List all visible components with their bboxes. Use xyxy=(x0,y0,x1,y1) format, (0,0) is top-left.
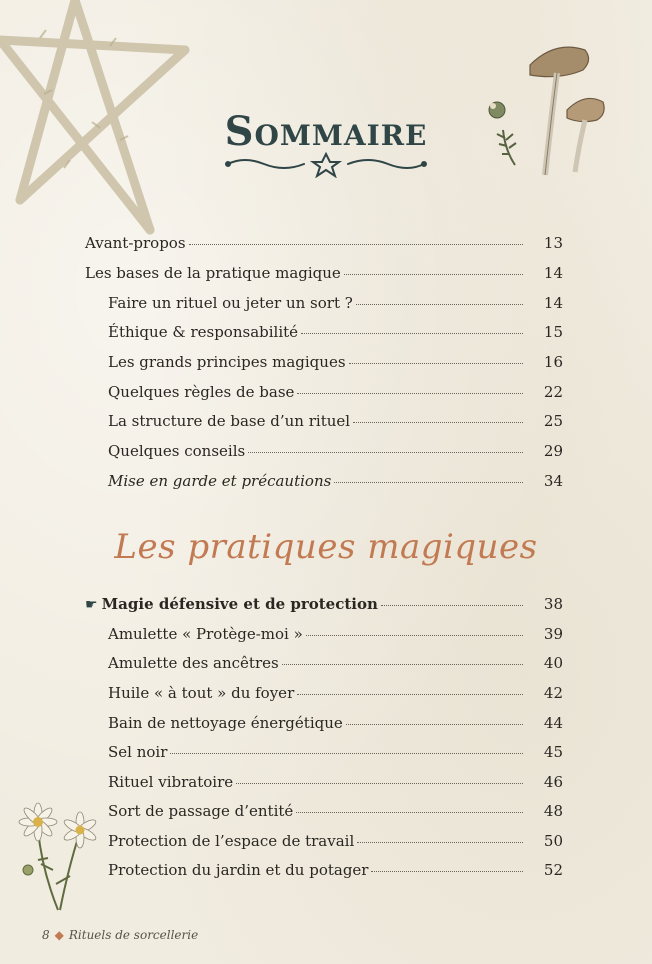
toc-entry[interactable] xyxy=(85,625,563,649)
page-title: Sommaire xyxy=(224,108,428,155)
toc-entry-page: 45 xyxy=(543,743,563,761)
toc-entry-page: 13 xyxy=(543,234,563,252)
toc-entry-label: Mise en garde et précautions xyxy=(108,472,332,490)
toc-entry-page: 14 xyxy=(543,264,563,282)
dot-leader xyxy=(170,753,523,754)
toc-entry[interactable] xyxy=(85,294,563,318)
toc-entry[interactable] xyxy=(85,861,563,885)
section-title: Les pratiques magiques xyxy=(114,527,538,567)
toc-entry-page: 48 xyxy=(543,802,563,820)
toc-entry[interactable] xyxy=(85,595,563,619)
dot-leader xyxy=(344,274,523,275)
dot-leader xyxy=(297,694,523,695)
dot-leader xyxy=(306,635,523,636)
toc-entry[interactable] xyxy=(85,412,563,436)
toc-entry-page: 52 xyxy=(543,861,563,879)
toc-entry-page: 42 xyxy=(543,684,563,702)
toc-entry-label: Huile « à tout » du foyer xyxy=(108,684,295,702)
toc-entry-label: Rituel vibratoire xyxy=(108,773,234,791)
dot-leader xyxy=(297,393,523,394)
toc-entry-label: Amulette « Protège-moi » xyxy=(108,625,303,643)
toc-entry-page: 15 xyxy=(543,323,563,341)
dot-leader xyxy=(349,363,523,364)
toc-entry[interactable] xyxy=(85,234,563,258)
toc-entry[interactable] xyxy=(85,323,563,347)
toc-entry-label: La structure de base d’un rituel xyxy=(108,412,351,430)
toc-entry[interactable] xyxy=(85,743,563,767)
toc-entry-page: 22 xyxy=(543,383,563,401)
toc-entry-label: Bain de nettoyage énergétique xyxy=(108,714,343,732)
toc-entry-label: Protection du jardin et du potager xyxy=(108,861,369,879)
dot-leader xyxy=(236,783,523,784)
toc-entry[interactable] xyxy=(85,264,563,288)
toc-entry-label: Les grands principes magiques xyxy=(108,353,346,371)
daisy-illustration xyxy=(8,800,118,915)
dot-leader xyxy=(189,244,523,245)
toc-entry-label: Amulette des ancêtres xyxy=(108,654,279,672)
dot-leader xyxy=(356,304,523,305)
book-title: Rituels de sorcellerie xyxy=(68,928,199,942)
bullet-icon: ◆ xyxy=(54,928,64,942)
toc-entry-label: Magie défensive et de protection xyxy=(101,595,378,613)
toc-entry-label: Faire un rituel ou jeter un sort ? xyxy=(108,294,353,312)
dot-leader xyxy=(371,871,523,872)
toc-entry-label: Éthique & responsabilité xyxy=(108,323,299,341)
toc-entry-page: 14 xyxy=(543,294,563,312)
page-footer xyxy=(42,928,198,942)
dot-leader xyxy=(248,452,523,453)
dot-leader xyxy=(282,664,523,665)
toc-entry-label: Les bases de la pratique magique xyxy=(85,264,341,282)
toc-entry[interactable] xyxy=(85,714,563,738)
toc-entry[interactable] xyxy=(85,353,563,377)
toc-entry-label: Sel noir xyxy=(108,743,168,761)
dot-leader xyxy=(301,333,523,334)
toc-entry[interactable] xyxy=(85,654,563,678)
toc-entry[interactable] xyxy=(85,684,563,708)
page-number: 8 xyxy=(42,928,50,942)
toc-entry-page: 29 xyxy=(543,442,563,460)
dot-leader xyxy=(296,812,523,813)
toc-entry[interactable] xyxy=(85,472,563,496)
toc-entry-page: 46 xyxy=(543,773,563,791)
toc-entry-label: Sort de passage d’entité xyxy=(108,802,294,820)
toc-entry-page: 50 xyxy=(543,832,563,850)
toc-entry-page: 40 xyxy=(543,654,563,672)
toc-entry-page: 38 xyxy=(543,595,563,613)
star-ornament xyxy=(224,152,428,178)
toc-entry-label: Quelques conseils xyxy=(108,442,246,460)
toc-entry-page: 16 xyxy=(543,353,563,371)
dot-leader xyxy=(381,605,523,606)
pointing-hand-icon: ☛ xyxy=(85,597,98,613)
toc-entry[interactable] xyxy=(85,832,563,856)
toc-entry[interactable] xyxy=(85,442,563,466)
toc-entry-page: 25 xyxy=(543,412,563,430)
dot-leader xyxy=(334,482,523,483)
toc-entry-page: 39 xyxy=(543,625,563,643)
toc-entry-label: Avant-propos xyxy=(85,234,186,252)
dot-leader xyxy=(357,842,523,843)
toc-entry[interactable] xyxy=(85,383,563,407)
toc-entry-page: 34 xyxy=(543,472,563,490)
dot-leader xyxy=(353,422,523,423)
toc-entry[interactable] xyxy=(85,773,563,797)
toc-entry-label: Quelques règles de base xyxy=(108,383,295,401)
toc-entry-page: 44 xyxy=(543,714,563,732)
dot-leader xyxy=(346,724,523,725)
toc-entry[interactable] xyxy=(85,802,563,826)
toc-entry-label: Protection de l’espace de travail xyxy=(108,832,355,850)
